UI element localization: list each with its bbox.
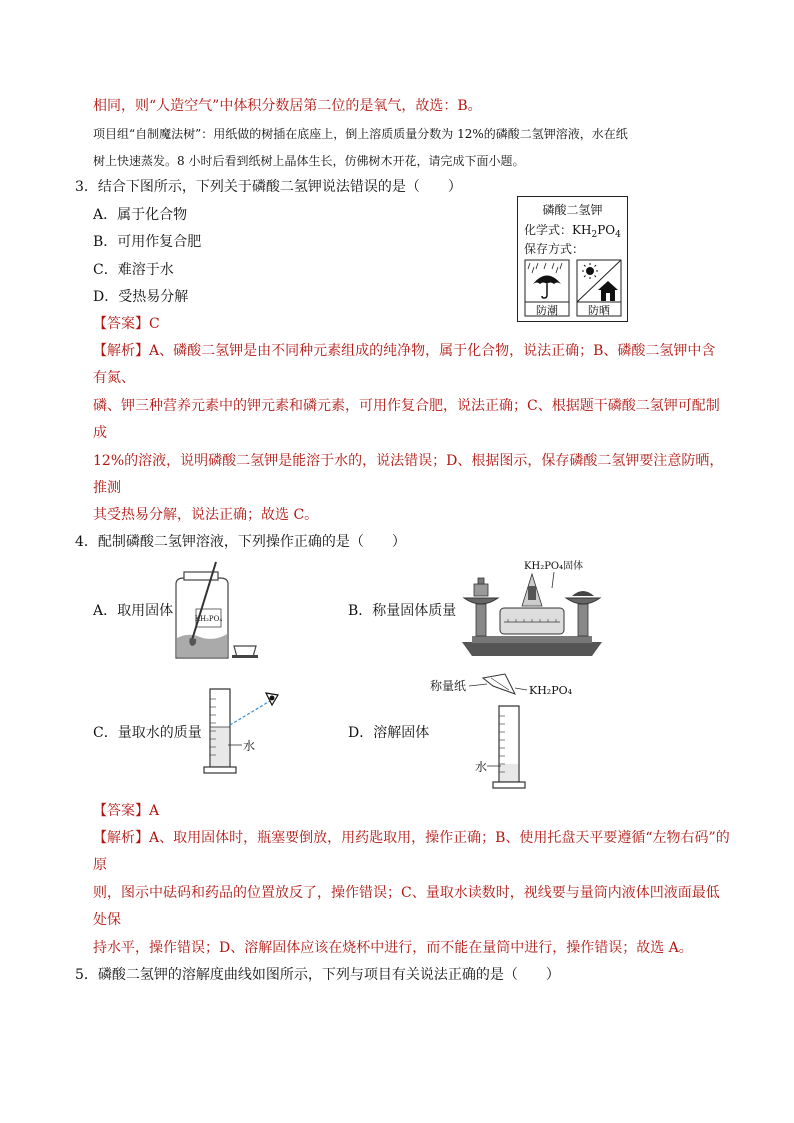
label-formula: 化学式：$KH_2PO_4$ xyxy=(524,223,621,240)
bottle-label: KH₂PO₄ xyxy=(194,615,223,623)
q4-explanation-4: 处保 xyxy=(93,912,121,928)
q4-explanation-1: 【解析】A、取用固体时，瓶塞要倒放，用药匙取用，操作正确；B、使用托盘天平要遵循“左物右码”的 xyxy=(93,830,730,846)
q3-explanation-5: 12%的溶液，说明磷酸二氢钾是能溶于水的，说法错误；D、根据图示，保存磷酸二氢钾要注意防晒， xyxy=(93,453,724,469)
q3-explanation-2: 有氮、 xyxy=(93,370,135,386)
label-icon-2-text: 防晒 xyxy=(588,304,610,317)
take-solid-image xyxy=(170,560,266,662)
q4-explanation-5: 持水平，操作错误；D、溶解固体应该在烧杯中进行，而不能在量筒中进行，操作错误；故选 A。 xyxy=(93,940,693,956)
q3-stem: 3．结合下图所示，下列关于磷酸二氢钾说法错误的是（ ） xyxy=(75,179,462,195)
label-storage: 保存方式： xyxy=(524,242,585,256)
q3-explanation-1: 【解析】A、磷酸二氢钾是由不同种元素组成的纯净物，属于化合物，说法正确；B、磷酸二氢钾中含 xyxy=(93,343,716,359)
balance-solid-label: KH₂PO₄固体 xyxy=(524,561,584,572)
q3-explanation-3: 磷、钾三种营养元素中的钾元素和磷元素，可用作复合肥，说法正确；C、根据题干磷酸二氢钾可配制 xyxy=(93,398,720,414)
q3-explanation-7: 其受热易分解，说法正确；故选 C。 xyxy=(93,507,319,523)
cylinder-water-label: 水 xyxy=(243,739,256,753)
intro-line-1: 相同，则“人造空气”中体积分数居第二位的是氧气，故选：B。 xyxy=(93,98,482,114)
q3-answer: 【答案】C xyxy=(93,316,160,332)
label-title: 磷酸二氢钾 xyxy=(542,203,603,217)
q4-option-c: C．量取水的质量 xyxy=(93,725,202,741)
dissolve-water-label: 水 xyxy=(475,760,488,774)
cylinder-reading-image xyxy=(200,683,290,777)
q3-option-c: C．难溶于水 xyxy=(93,262,174,278)
intro-line-2: 项目组“自制魔法树”：用纸做的树插在底座上，倒上溶质质量分数为 12%的磷酸二氢钾溶液，水在纸 xyxy=(93,127,628,141)
label-icon-1-text: 防潮 xyxy=(536,304,558,317)
q4-option-d: D．溶解固体 xyxy=(348,725,430,741)
balance-image xyxy=(462,556,602,664)
q3-explanation-6: 推测 xyxy=(93,480,121,496)
weighing-paper-label: 称量纸 xyxy=(430,679,467,693)
dissolve-chem-label: KH₂PO₄ xyxy=(529,684,573,697)
q4-answer: 【答案】A xyxy=(93,803,160,819)
q3-explanation-4: 成 xyxy=(93,425,107,441)
q3-option-d: D．受热易分解 xyxy=(93,289,189,305)
q5-stem: 5．磷酸二氢钾的溶解度曲线如图所示，下列与项目有关说法正确的是（ ） xyxy=(75,967,560,983)
intro-line-3: 树上快速蒸发。8 小时后看到纸树上晶体生长，仿佛树木开花，请完成下面小题。 xyxy=(93,154,525,168)
q4-stem: 4．配制磷酸二氢钾溶液，下列操作正确的是（ ） xyxy=(75,534,406,550)
q3-option-a: A．属于化合物 xyxy=(93,207,188,223)
q4-option-a: A．取用固体 xyxy=(93,603,174,619)
q4-explanation-2: 原 xyxy=(93,857,107,873)
dissolve-image xyxy=(425,668,595,792)
q4-option-b: B．称量固体质量 xyxy=(348,603,457,619)
q4-explanation-3: 则，图示中砝码和药品的位置放反了，操作错误；C、量取水读数时，视线要与量筒内液体凹液面最低 xyxy=(93,885,720,901)
q3-option-b: B．可用作复合肥 xyxy=(93,234,202,250)
storage-icons xyxy=(524,259,624,319)
q3-product-label xyxy=(517,196,628,322)
